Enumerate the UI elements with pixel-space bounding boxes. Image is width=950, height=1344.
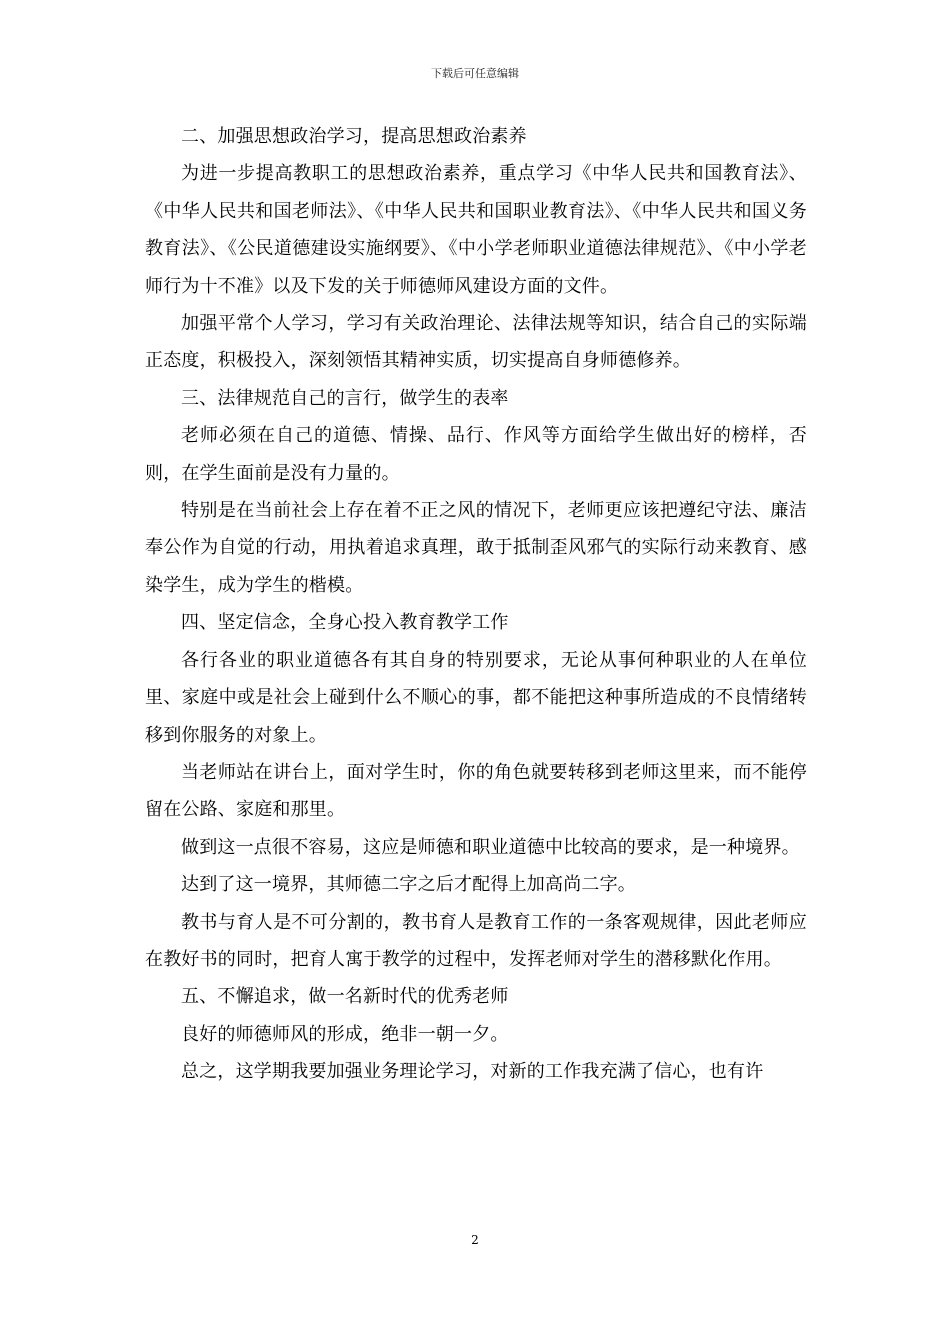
page-number: 2 — [471, 1233, 479, 1247]
paragraph: 达到了这一境界，其师德二字之后才配得上加高尚二字。 — [181, 874, 636, 896]
document-body — [145, 118, 807, 1091]
section-heading-4: 四、坚定信念，全身心投入教育教学工作 — [181, 612, 509, 634]
paragraph: 为进一步提高教职工的思想政治素养，重点学习《中华人民共和国教育法》、《中华人民共和国老师法》、《中华人民共和国职业教育法》、《中华人民共和国义务教育法》、《公民道德建设实施纲要》、《中小学老师职业道德法律规范》、《中小学老师行为十不准》以及下发的关于师德师风建设方面的文件。 — [145, 163, 807, 297]
paragraph: 总之，这学期我要加强业务理论学习，对新的工作我充满了信心，也有许 — [181, 1061, 764, 1083]
paragraph: 当老师站在讲台上，面对学生时，你的角色就要转移到老师这里来，而不能停留在公路、家庭和那里。 — [145, 761, 807, 821]
paragraph: 特别是在当前社会上存在着不正之风的情况下，老师更应该把遵纪守法、廉洁奉公作为自觉的行动，用执着追求真理，敢于抵制歪风邪气的实际行动来教育、感染学生，成为学生的楷模。 — [145, 500, 807, 596]
paragraph: 做到这一点很不容易，这应是师德和职业道德中比较高的要求，是一种境界。 — [181, 836, 800, 858]
page-header: 下载后可任意编辑 — [431, 67, 519, 80]
paragraph: 老师必须在自己的道德、情操、品行、作风等方面给学生做出好的榜样，否则，在学生面前是没有力量的。 — [145, 425, 807, 484]
paragraph: 加强平常个人学习，学习有关政治理论、法律法规等知识，结合自己的实际端正态度，积极投入，深刻领悟其精神实质，切实提高自身师德修养。 — [145, 313, 807, 372]
paragraph: 教书与育人是不可分割的，教书育人是教育工作的一条客观规律，因此老师应在教好书的同时，把育人寓于教学的过程中，发挥老师对学生的潜移默化作用。 — [145, 911, 807, 970]
section-heading-2: 二、加强思想政治学习，提高思想政治素养 — [181, 126, 527, 147]
paragraph: 各行各业的职业道德各有其自身的特别要求，无论从事何种职业的人在单位里、家庭中或是社会上碰到什么不顺心的事，都不能把这种事所造成的不良情绪转移到你服务的对象上。 — [145, 649, 807, 746]
section-heading-3: 三、法律规范自己的言行，做学生的表率 — [181, 387, 509, 409]
section-heading-5: 五、不懈追求，做一名新时代的优秀老师 — [181, 986, 509, 1008]
paragraph: 良好的师德师风的形成，绝非一朝一夕。 — [181, 1023, 509, 1045]
